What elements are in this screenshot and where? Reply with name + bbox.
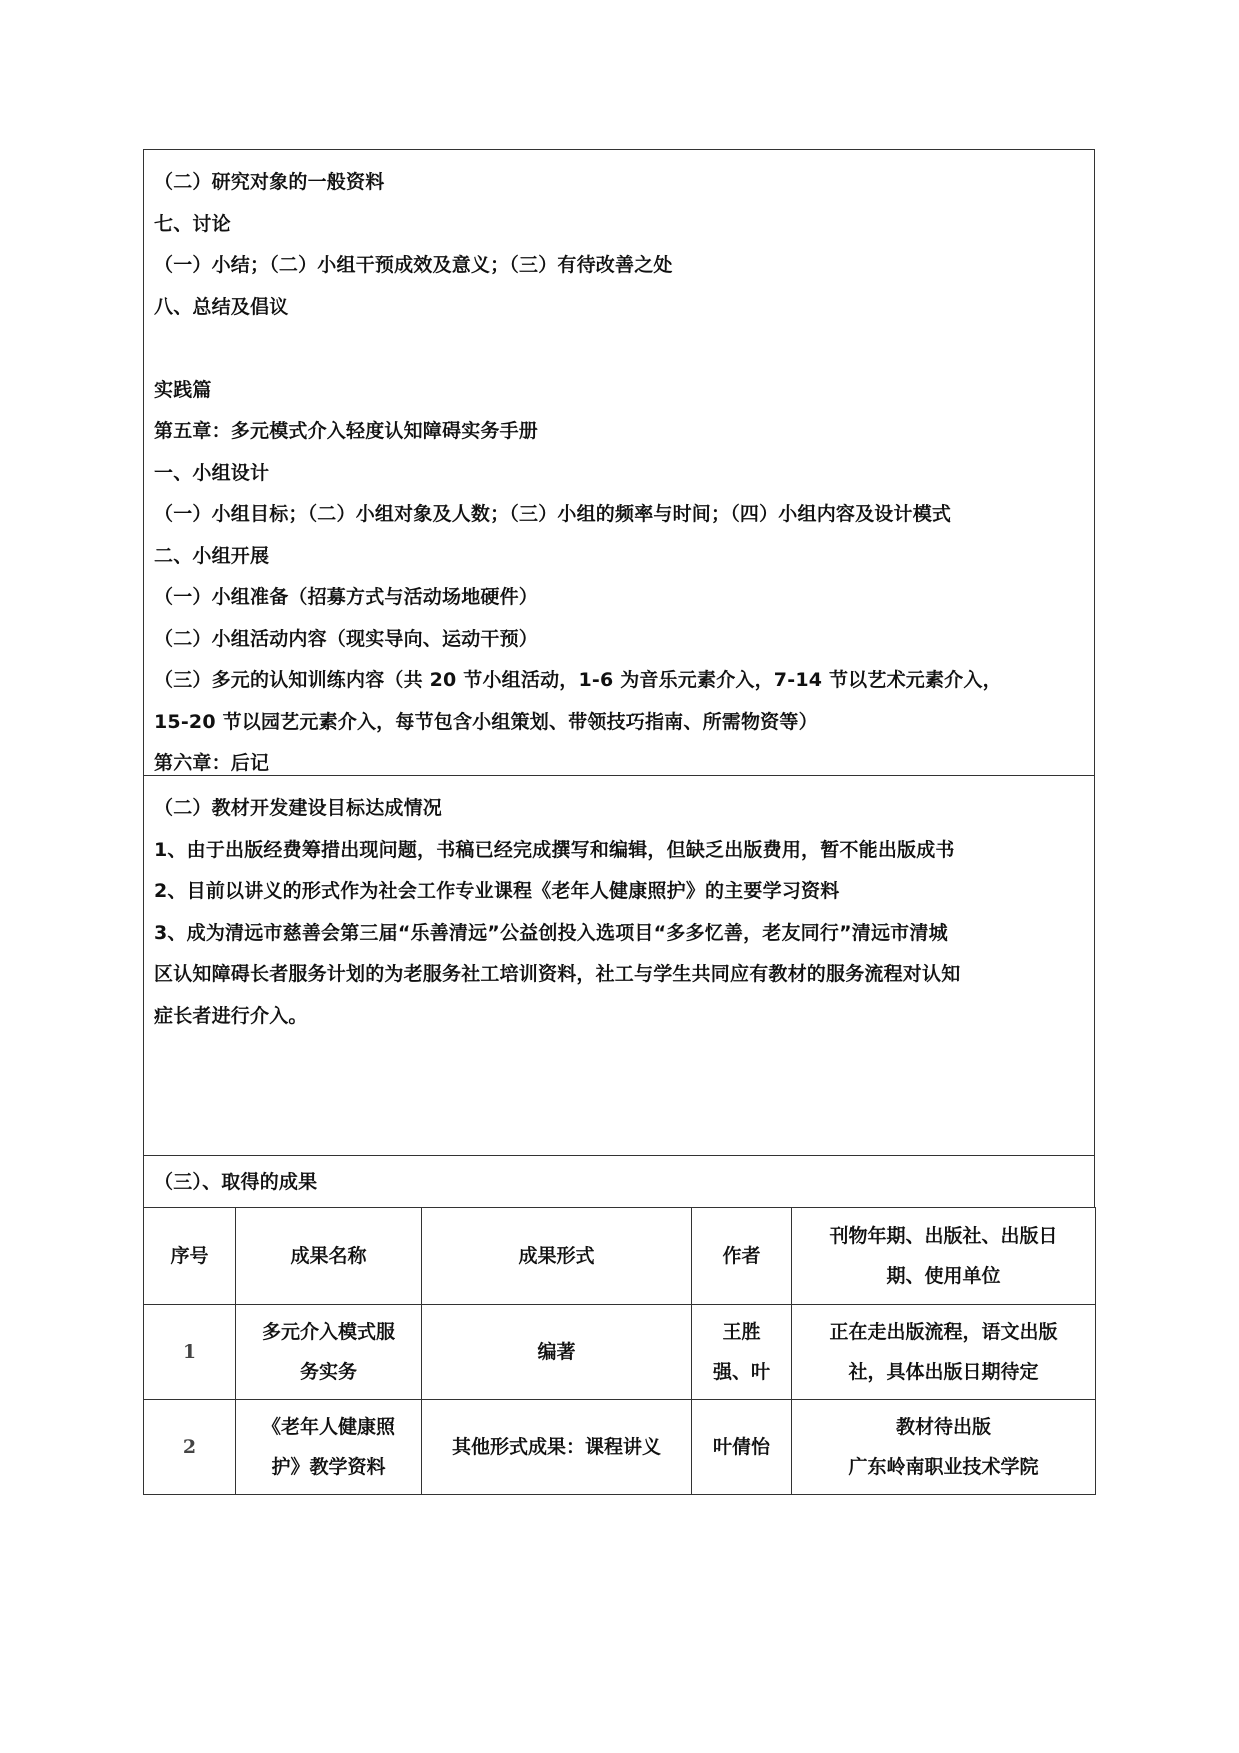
goals-line: 症长者进行介入。 [154, 1004, 308, 1027]
goals-heading: （二）教材开发建设目标达成情况 [154, 797, 443, 819]
row-publication-line: 教材待出版 [895, 1416, 991, 1438]
goals-line: 区认知障碍长者服务计划的为老服务社工培训资料，社工与学生共同应有教材的服务流程对认知 [154, 963, 961, 985]
row-name-line: 《老年人健康照 [261, 1416, 395, 1438]
header-form: 成果形式 [422, 1208, 692, 1305]
header-publication [792, 1208, 1096, 1305]
row-form: 编著 [422, 1305, 692, 1400]
goals-line: 2、目前以讲义的形式作为社会工作专业课程《老年人健康照护》的主要学习资料 [154, 880, 840, 902]
goals-achievement-block [144, 776, 1094, 1156]
results-heading-block [144, 1156, 1094, 1207]
header-author: 作者 [692, 1208, 792, 1305]
results-heading: （三）、取得的成果 [154, 1171, 318, 1193]
row-publication [792, 1400, 1096, 1495]
contents-outline-block [144, 150, 1094, 776]
goals-line: 1、由于出版经费筹措出现问题，书稿已经完成撰写和编辑，但缺乏出版费用，暂不能出版成书 [154, 838, 955, 861]
outline-line: 第五章：多元模式介入轻度认知障碍实务手册 [154, 420, 539, 442]
document [143, 149, 1095, 1495]
row-publication-line: 广东岭南职业技术学院 [848, 1456, 1039, 1478]
outline-line: 第六章：后记 [154, 752, 270, 774]
row-publication [792, 1305, 1096, 1400]
outline-line: （一）小结；（二）小组干预成效及意义；（三）有待改善之处 [154, 254, 673, 276]
row-publication-line: 正在走出版流程，语文出版 [829, 1321, 1058, 1343]
row-author [692, 1305, 792, 1400]
header-publication-line: 刊物年期、出版社、出版日 [829, 1225, 1058, 1247]
results-table [143, 1207, 1096, 1495]
row-name-line: 多元介入模式服 [261, 1321, 395, 1343]
outline-line: （一）小组准备（招募方式与活动场地硬件） [154, 586, 539, 608]
header-seq: 序号 [144, 1208, 236, 1305]
outline-line: 一、小组设计 [154, 461, 270, 484]
row-author [692, 1400, 792, 1495]
row-author-line: 王胜 [722, 1321, 761, 1343]
table-row [144, 1305, 1096, 1400]
header-name: 成果名称 [236, 1208, 422, 1305]
report-frame [143, 149, 1095, 1207]
header-publication-line: 期、使用单位 [886, 1265, 1001, 1287]
row-author-line: 强、叶 [712, 1361, 770, 1383]
blank-line [154, 328, 1084, 370]
outline-line: （一）小组目标；（二）小组对象及人数；（三）小组的频率与时间；（四）小组内容及设计模式 [154, 503, 952, 525]
row-name [236, 1400, 422, 1495]
outline-line: （二）研究对象的一般资料 [154, 171, 385, 193]
outline-line: （二）小组活动内容（现实导向、运动干预） [154, 627, 539, 650]
row-publication-line: 社，具体出版日期待定 [848, 1361, 1039, 1383]
outline-line: 二、小组开展 [154, 544, 270, 567]
outline-line: 实践篇 [154, 378, 212, 401]
outline-line: （三）多元的认知训练内容（共 20 节小组活动，1-6 为音乐元素介入，7-14 节以艺术元素介入， [154, 669, 1002, 691]
row-name-line: 务实务 [299, 1361, 357, 1383]
outline-line: 15-20 节以园艺元素介入，每节包含小组策划、带领技巧指南、所需物资等） [154, 710, 818, 733]
table-row [144, 1400, 1096, 1495]
row-name-line: 护》教学资料 [271, 1456, 386, 1478]
row-name [236, 1305, 422, 1400]
row-author-line: 叶倩怡 [712, 1436, 770, 1458]
goals-line: 3、成为清远市慈善会第三届“乐善清远”公益创投入选项目“多多忆善，老友同行”清远市清城 [154, 921, 948, 944]
row-form: 其他形式成果：课程讲义 [422, 1400, 692, 1495]
row-seq: 1 [144, 1305, 236, 1400]
outline-line: 七、讨论 [154, 212, 231, 235]
outline-line: 八、总结及倡议 [154, 295, 289, 318]
row-seq: 2 [144, 1400, 236, 1495]
table-header-row [144, 1208, 1096, 1305]
